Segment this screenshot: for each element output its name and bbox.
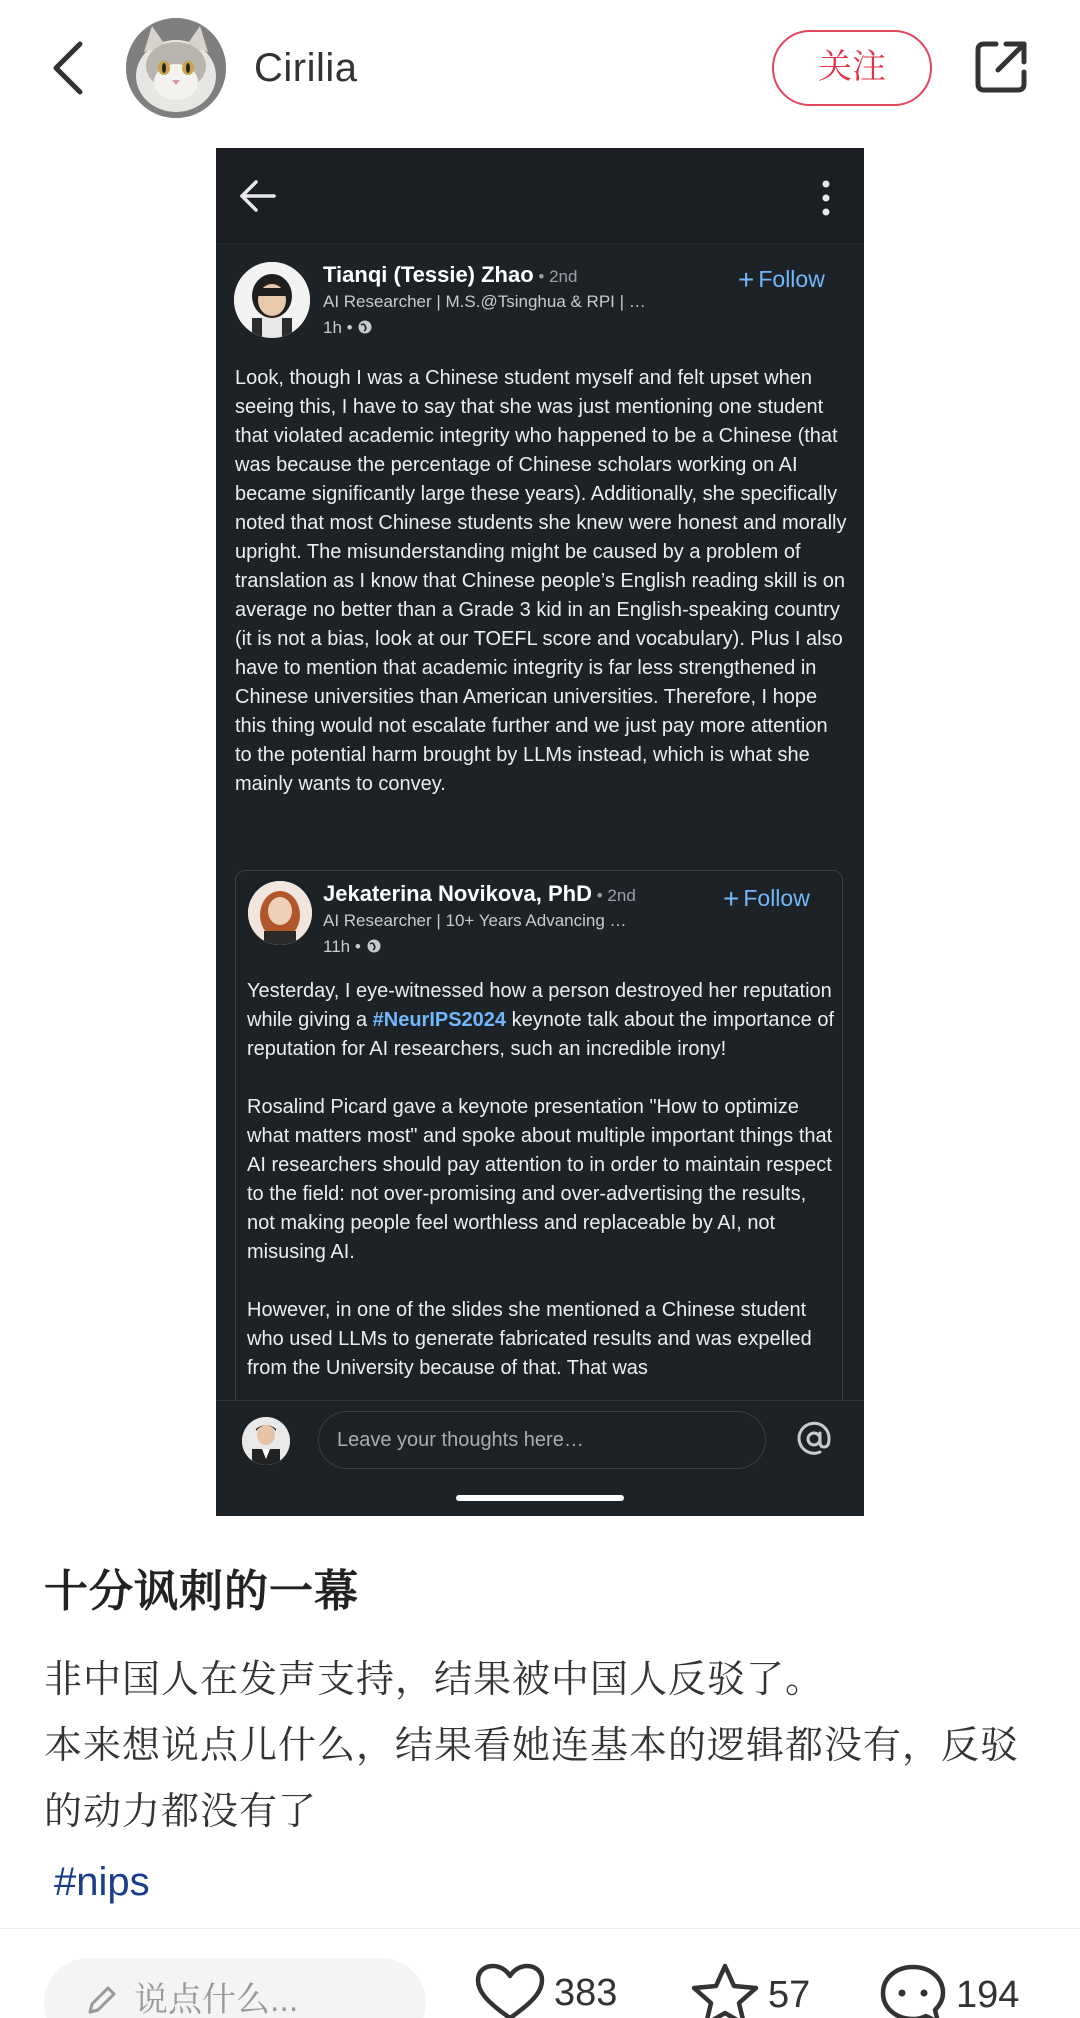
post-time-text: 1h • (323, 318, 353, 337)
person-avatar-image (248, 881, 312, 945)
like-button[interactable] (474, 1962, 617, 2018)
like-count: 383 (554, 1971, 618, 2014)
post-follow-label (738, 264, 825, 296)
chevron-left-icon (44, 38, 96, 98)
note-line-1: 非中国人在发声支持，结果被中国人反驳了。 (44, 1657, 825, 1701)
quoted-author-degree: • 2nd (592, 886, 636, 905)
comments-button[interactable] (878, 1962, 1019, 2018)
person-avatar-image (242, 1417, 290, 1465)
quoted-text-part: keynote talk about the importance of reputation for AI researchers, such an incredible irony! (247, 1009, 835, 1060)
post-author-name-text: Tianqi (Tessie) Zhao (323, 262, 534, 287)
home-indicator (456, 1495, 624, 1501)
author-avatar[interactable] (126, 18, 226, 118)
at-sign-icon (796, 1421, 832, 1457)
quoted-author-avatar (248, 881, 312, 945)
author-username[interactable]: Cirilia (254, 46, 358, 90)
note-title: 十分讽刺的一幕 (44, 1566, 359, 1617)
star-icon (690, 1962, 760, 2018)
post-author-name (323, 262, 577, 288)
screenshot-header (216, 148, 864, 244)
post-author-avatar (234, 262, 310, 338)
embedded-screenshot[interactable] (216, 148, 864, 1516)
at-mention-icon (796, 1421, 832, 1457)
viewer-avatar (242, 1417, 290, 1465)
back-button[interactable] (44, 38, 96, 98)
arrow-left-icon (238, 178, 278, 214)
person-avatar-image (234, 262, 310, 338)
screenshot-back-arrow (238, 178, 278, 214)
plus-icon: + (738, 264, 755, 295)
quoted-follow-label (723, 883, 810, 915)
screenshot-comment-input: Leave your thoughts here… (318, 1411, 766, 1469)
post-author-degree: • 2nd (533, 267, 578, 286)
post-author-headline: AI Researcher | M.S.@Tsinghua & RPI | … (323, 292, 646, 311)
more-vertical-icon (820, 178, 832, 218)
share-button[interactable] (970, 36, 1032, 98)
favorite-count: 57 (768, 1973, 811, 2016)
quoted-follow-text: Follow (743, 885, 810, 911)
comment-count: 194 (956, 1973, 1020, 2016)
quoted-hashtag-link: #NeurIPS2024 (372, 1009, 507, 1031)
screenshot-more-menu (820, 178, 832, 218)
quoted-timestamp (323, 937, 382, 957)
bottom-divider (0, 1928, 1080, 1929)
post-body-text: Look, though I was a Chinese student myself and felt upset when seeing this, I have to say that she was just mentioning one student that violated academic integrity who happened to be a Chinese (that was because the percentage of Chinese scholars working on AI became significantly large these years). Additionally, she specifically noted that most Chinese students she knew were honest and morally upright. The misunderstanding might be caused by a problem of translation as I know that Chinese people’s English reading skill is on average no better than a Grade 3 kid in an English-speaking country (it is not a bias, look at our TOEFL score and vocabulary). Plus I also have to mention that academic integrity is far less strengthened in Chinese universities than American universities. Therefore, I hope this thing would not escalate further and we just pay more attention to the potential harm brought by LLMs instead, which is what she mainly wants to convey. (235, 367, 847, 795)
top-bar (0, 0, 1080, 140)
globe-icon (366, 938, 382, 954)
quoted-body-text (247, 977, 837, 1412)
note-body (44, 1646, 1044, 1844)
heart-icon (474, 1962, 546, 2018)
note-line-2: 本来想说点儿什么，结果看她连基本的逻辑都没有，反驳的动力都没有了 (44, 1723, 1020, 1833)
quoted-author-headline: AI Researcher | 10+ Years Advancing … (323, 911, 627, 930)
post-follow-text: Follow (758, 266, 825, 292)
share-icon (970, 36, 1032, 98)
comment-input[interactable] (44, 1958, 426, 2018)
quoted-author-name (323, 881, 636, 907)
note-hashtag[interactable]: #nips (54, 1860, 150, 1904)
quoted-paragraph-1 (247, 977, 837, 1064)
quoted-text-part: Yesterday, I eye-witnessed how a person destroyed her reputation while giving a (247, 980, 832, 1031)
post-timestamp (323, 318, 373, 338)
screenshot-comment-bar (216, 1400, 864, 1516)
globe-icon (357, 319, 373, 335)
follow-button[interactable]: 关注 (772, 30, 932, 106)
quoted-time-text: 11h • (323, 937, 361, 956)
favorite-button[interactable] (690, 1962, 810, 2018)
quoted-paragraph-3: However, in one of the slides she mentioned a Chinese student who used LLMs to generate fabricated results and was expelled from the University because of that. That was (247, 1299, 812, 1379)
pencil-icon (82, 1982, 120, 2018)
speech-bubble-icon (878, 1962, 948, 2018)
cat-avatar-image (126, 18, 226, 118)
plus-icon: + (723, 883, 740, 914)
quoted-author-name-text: Jekaterina Novikova, PhD (323, 881, 593, 906)
comment-placeholder: 说点什么... (134, 1981, 299, 2018)
quoted-paragraph-2: Rosalind Picard gave a keynote presentation "How to optimize what matters most" and spoke about multiple important things that AI researchers should pay attention to in order to maintain respect to the field: not over-promising and over-advertising the results, not making people feel worthless and replaceable by AI, not misusing AI. (247, 1096, 833, 1263)
